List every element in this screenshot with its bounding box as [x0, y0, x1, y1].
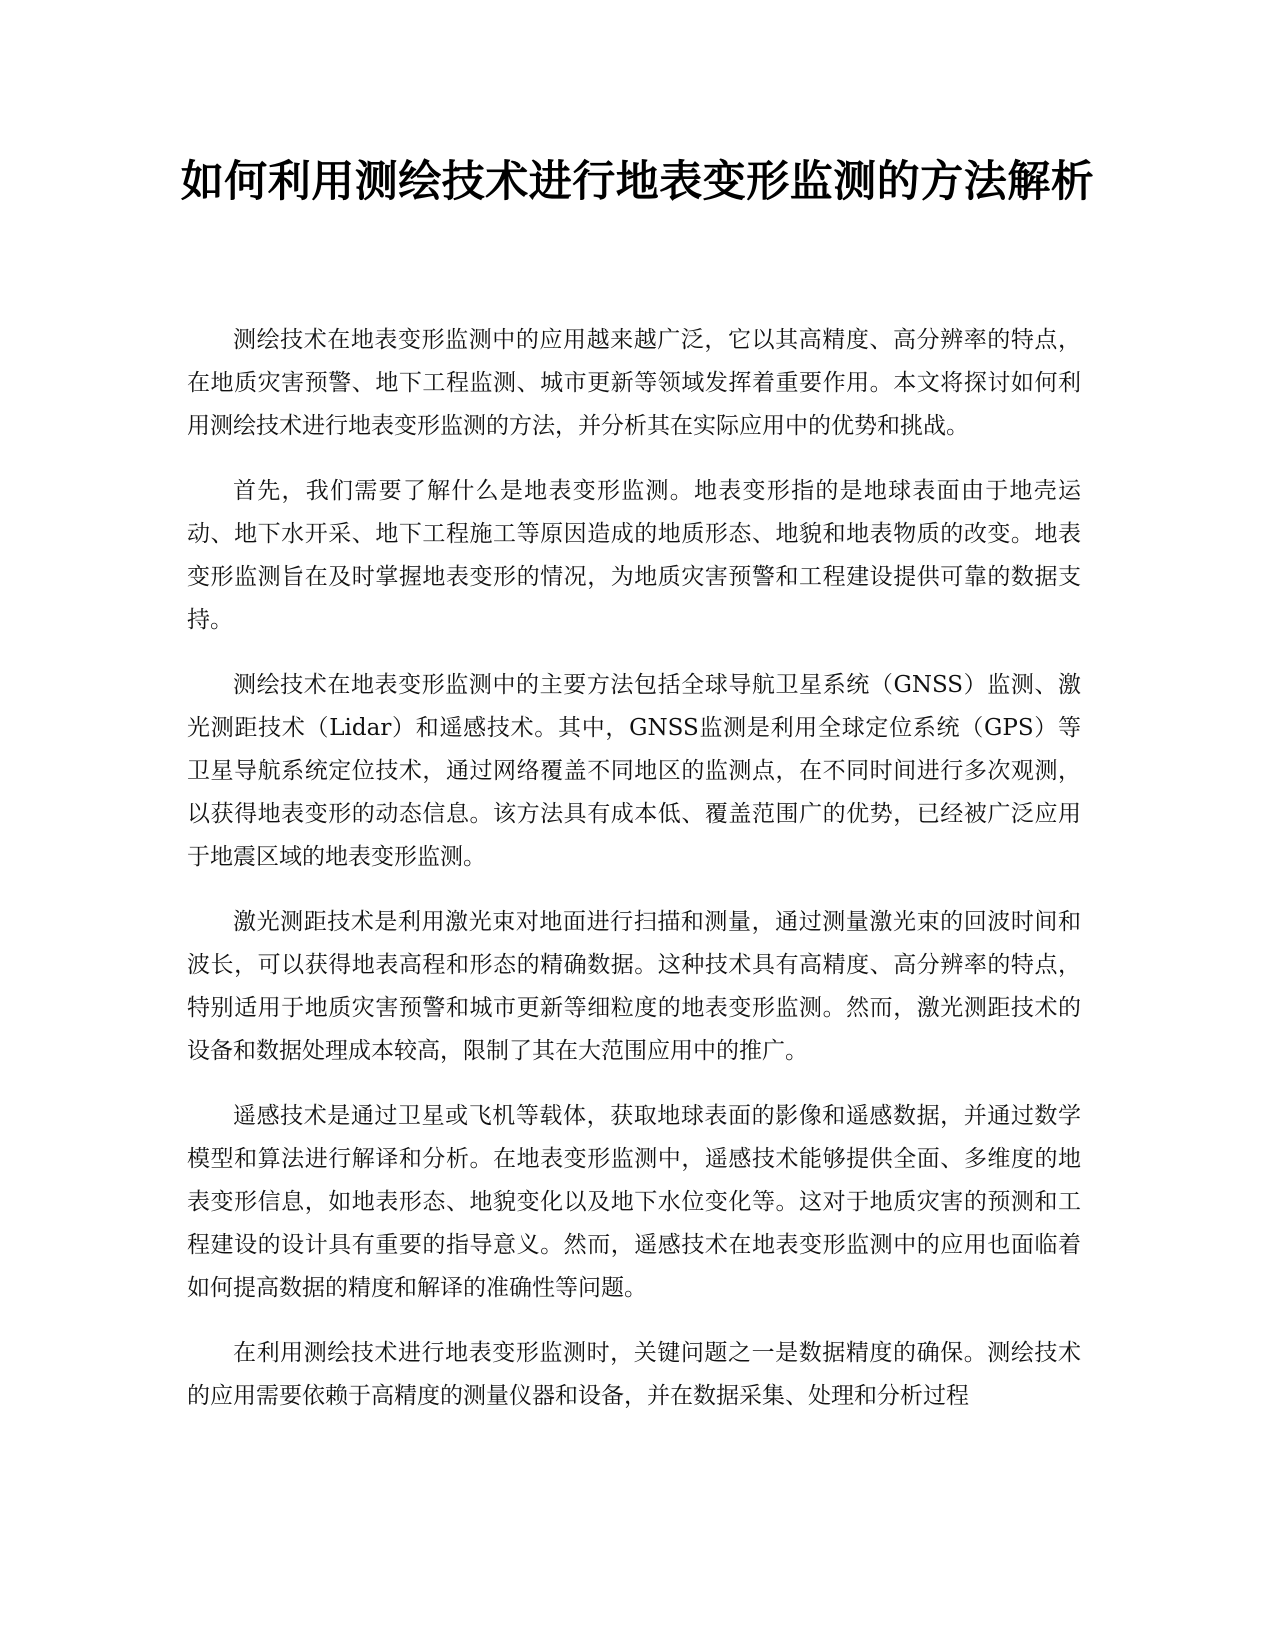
paragraph-lidar: 激光测距技术是利用激光束对地面进行扫描和测量，通过测量激光束的回波时间和波长，可以获得地表高程和形态的精确数据。这种技术具有高精度、高分辨率的特点，特别适用于地质灾害预警和城市更新等细粒度的地表变形监测。然而，激光测距技术的设备和数据处理成本较高，限制了其在大范围应用中的推广。: [187, 909, 1081, 1064]
paragraph-definition: 首先，我们需要了解什么是地表变形监测。地表变形指的是地球表面由于地壳运动、地下水开采、地下工程施工等原因造成的地质形态、地貌和地表物质的改变。地表变形监测旨在及时掌握地表变形的情况，为地质灾害预警和工程建设提供可靠的数据支持。: [187, 478, 1081, 633]
paragraph-intro: 测绘技术在地表变形监测中的应用越来越广泛，它以其高精度、高分辨率的特点，在地质灾害预警、地下工程监测、城市更新等领域发挥着重要作用。本文将探讨如何利用测绘技术进行地表变形监测的方法，并分析其在实际应用中的优势和挑战。: [187, 327, 1081, 439]
paragraph-methods: 测绘技术在地表变形监测中的主要方法包括全球导航卫星系统（GNSS）监测、激光测距技术（Lidar）和遥感技术。其中，GNSS监测是利用全球定位系统（GPS）等卫星导航系统定位技术，通过网络覆盖不同地区的监测点，在不同时间进行多次观测，以获得地表变形的动态信息。该方法具有成本低、覆盖范围广的优势，已经被广泛应用于地震区域的地表变形监测。: [187, 672, 1081, 870]
paragraph-accuracy: 在利用测绘技术进行地表变形监测时，关键问题之一是数据精度的确保。测绘技术的应用需要依赖于高精度的测量仪器和设备，并在数据采集、处理和分析过程: [187, 1340, 1081, 1409]
document-title: 如何利用测绘技术进行地表变形监测的方法解析: [180, 157, 1095, 207]
paragraph-remote-sensing: 遥感技术是通过卫星或飞机等载体，获取地球表面的影像和遥感数据，并通过数学模型和算法进行解译和分析。在地表变形监测中，遥感技术能够提供全面、多维度的地表变形信息，如地表形态、地貌变化以及地下水位变化等。这对于地质灾害的预测和工程建设的设计具有重要的指导意义。然而，遥感技术在地表变形监测中的应用也面临着如何提高数据的精度和解译的准确性等问题。: [187, 1103, 1081, 1301]
document-body: [187, 319, 1081, 1440]
